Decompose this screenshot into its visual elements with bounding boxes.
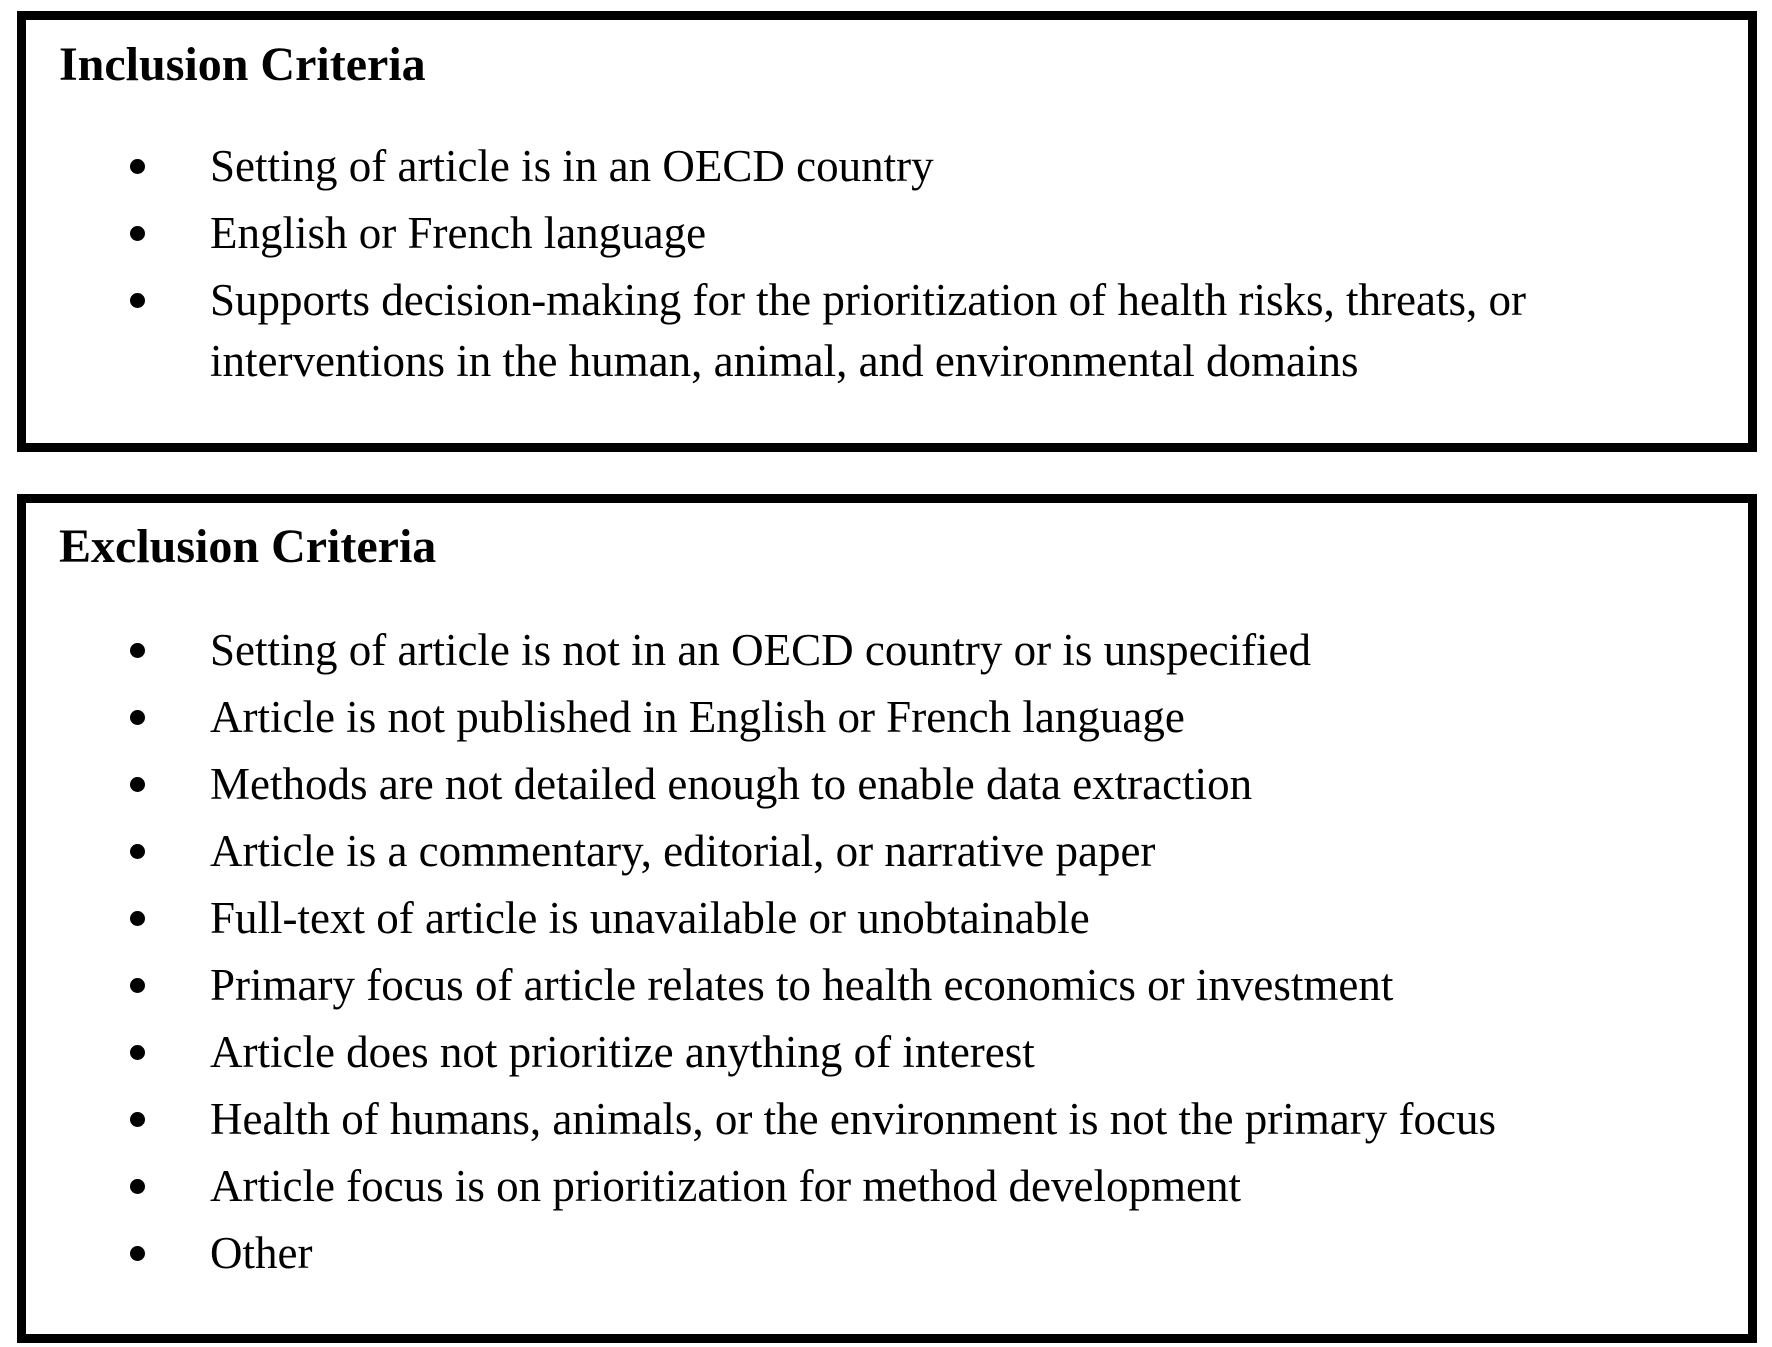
exclusion-criteria-heading: Exclusion Criteria (59, 520, 437, 573)
list-item-text: Setting of article is in an OECD country (210, 141, 934, 191)
bullet-icon (130, 710, 145, 725)
inclusion-criteria-box (17, 11, 1757, 452)
list-item (26, 955, 1730, 1016)
list-item-text: English or French language (210, 208, 707, 258)
list-item (26, 136, 1730, 197)
list-item (26, 1022, 1730, 1083)
exclusion-criteria-box (17, 494, 1757, 1343)
bullet-icon (130, 1246, 145, 1261)
bullet-icon (130, 844, 145, 859)
inclusion-criteria-heading: Inclusion Criteria (59, 38, 426, 91)
bullet-icon (130, 159, 145, 174)
list-item-text: Article is not published in English or French language (210, 692, 1185, 742)
list-item (26, 687, 1730, 748)
bullet-icon (130, 1045, 145, 1060)
list-item (26, 1156, 1730, 1217)
bullet-icon (130, 226, 145, 241)
list-item-text: Methods are not detailed enough to enable data extraction (210, 759, 1253, 809)
list-item-text: Article is a commentary, editorial, or narrative paper (210, 826, 1156, 876)
list-item-text: Other (210, 1228, 313, 1278)
list-item (26, 620, 1730, 681)
bullet-icon (130, 911, 145, 926)
list-item-text: Health of humans, animals, or the environment is not the primary focus (210, 1094, 1496, 1144)
list-item (26, 203, 1730, 264)
bullet-icon (130, 1179, 145, 1194)
list-item-text: Supports decision-making for the prioritization of health risks, threats, or interventions in the human, animal, and environmental domains (210, 275, 1526, 386)
bullet-icon (130, 643, 145, 658)
list-item (26, 1223, 1730, 1284)
bullet-icon (130, 777, 145, 792)
list-item-text: Article focus is on prioritization for method development (210, 1161, 1241, 1211)
inclusion-criteria-list (26, 136, 1726, 398)
list-item-text: Full-text of article is unavailable or unobtainable (210, 893, 1090, 943)
list-item (26, 270, 1730, 392)
list-item-text: Primary focus of article relates to health economics or investment (210, 960, 1394, 1010)
list-item (26, 1089, 1730, 1150)
bullet-icon (130, 1112, 145, 1127)
bullet-icon (130, 978, 145, 993)
list-item-text: Article does not prioritize anything of interest (210, 1027, 1035, 1077)
exclusion-criteria-list (26, 620, 1726, 1290)
list-item (26, 754, 1730, 815)
list-item-text: Setting of article is not in an OECD country or is unspecified (210, 625, 1312, 675)
list-item (26, 888, 1730, 949)
bullet-icon (130, 293, 145, 308)
list-item (26, 821, 1730, 882)
